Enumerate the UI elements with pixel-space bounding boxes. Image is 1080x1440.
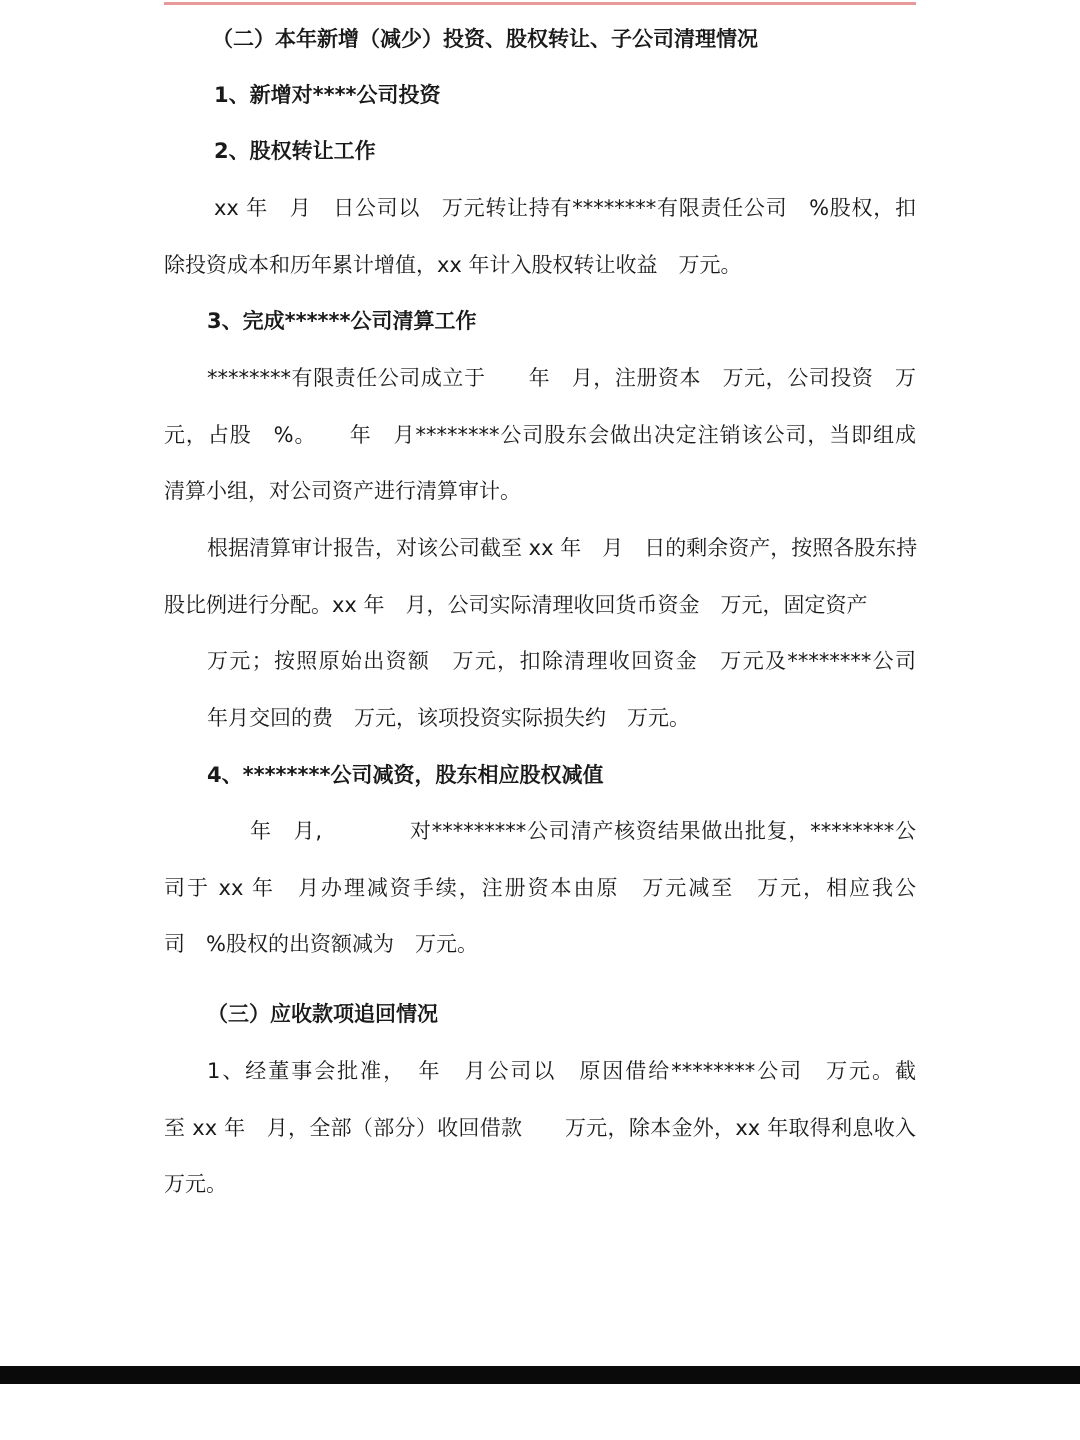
section-3-paragraph-line-2: 至 xx 年 月，全部（部分）收回借款 万元，除本金外，xx 年取得利息收入 [164,1116,916,1140]
header-rule [164,2,916,5]
item-3-paragraph-2-line-4: 年月交回的费 万元，该项投资实际损失约 万元。 [207,706,690,730]
item-2-paragraph-line-2: 除投资成本和历年累计增值，xx 年计入股权转让收益 万元。 [164,253,742,277]
item-3-paragraph-line-2: 元，占股 %。 年 月********公司股东会做出决定注销该公司，当即组成 [164,423,916,447]
item-3-paragraph-2-line-3: 万元；按照原始出资额 万元，扣除清理收回资金 万元及********公司 [207,649,916,673]
section-3-paragraph-line-3: 万元。 [164,1172,227,1196]
item-3-paragraph-line-3: 清算小组，对公司资产进行清算审计。 [164,479,521,503]
item-4-paragraph-line-2: 司于 xx 年 月办理减资手续，注册资本由原 万元减至 万元，相应我公 [164,876,916,900]
item-3-paragraph-2-line-1: 根据清算审计报告，对该公司截至 xx 年 月 日的剩余资产，按照各股东持 [207,536,918,560]
item-4-title: 4、********公司减资，股东相应股权减值 [207,763,604,787]
item-2-paragraph-line-1: xx 年 月 日公司以 万元转让持有********有限责任公司 %股权，扣 [214,196,916,220]
item-3-paragraph-line-1: ********有限责任公司成立于 年 月，注册资本 万元，公司投资 万 [207,366,916,390]
item-1-title: 1、新增对****公司投资 [214,83,441,107]
section-3-paragraph-line-1: 1、经董事会批准， 年 月公司以 原因借给********公司 万元。截 [207,1059,916,1083]
page-bottom-area [0,1384,1080,1440]
item-3-paragraph-2-line-2: 股比例进行分配。xx 年 月，公司实际清理收回货币资金 万元，固定资产 [164,593,868,617]
item-4-paragraph-line-1: 年 月, 对*********公司清产核资结果做出批复，********公 [250,819,916,843]
section-3-title: （三）应收款项追回情况 [207,1002,438,1026]
item-4-paragraph-line-3: 司 %股权的出资额减为 万元。 [164,932,478,956]
item-2-title: 2、股权转让工作 [214,139,376,163]
section-2-title: （二）本年新增（减少）投资、股权转让、子公司清理情况 [212,27,758,51]
page-bottom-bar [0,1366,1080,1384]
item-3-title: 3、完成******公司清算工作 [207,309,477,333]
